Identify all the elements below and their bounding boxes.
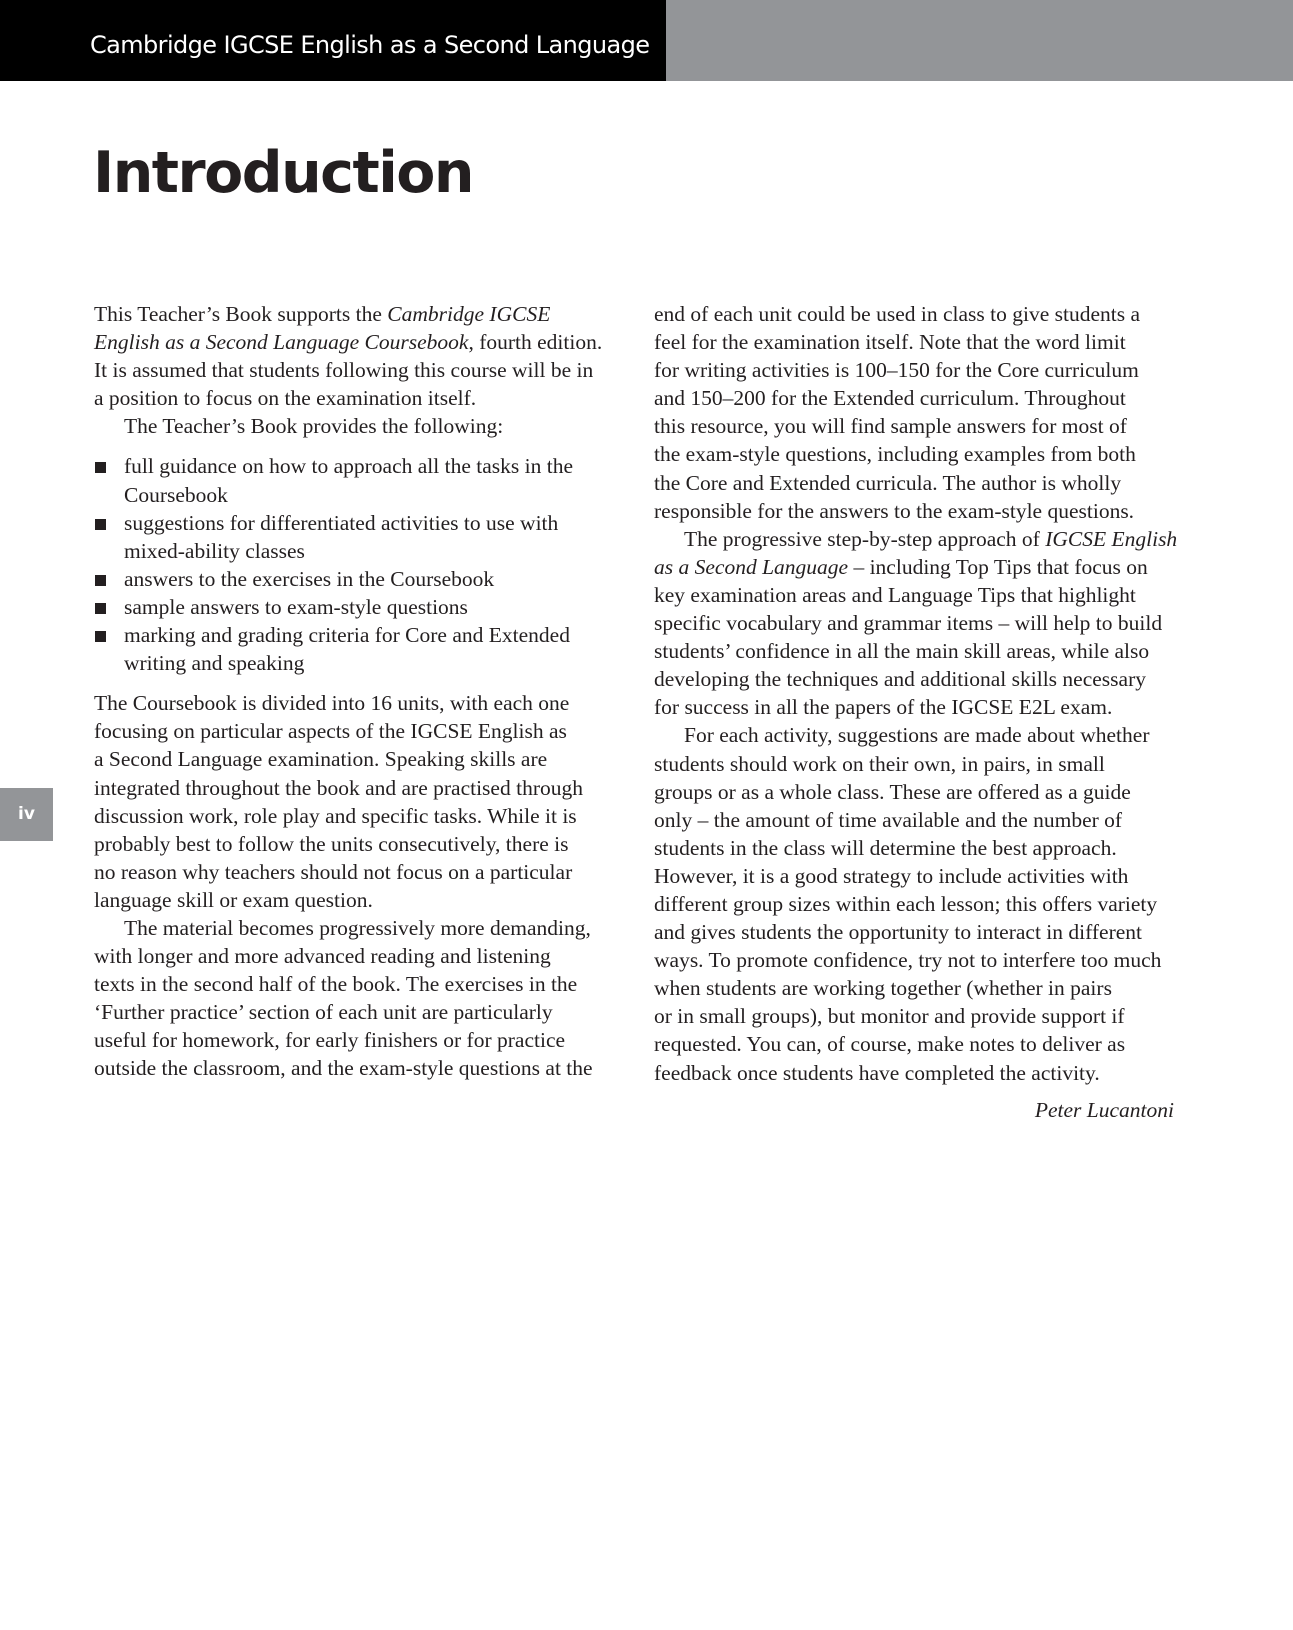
- header-bar-accent: [666, 0, 1293, 81]
- text-line: [654, 553, 1174, 581]
- text-line: language skill or exam question.: [94, 887, 373, 912]
- text-line: a position to focus on the examination itself.: [94, 386, 477, 411]
- text-line: with longer and more advanced reading and listening: [94, 944, 551, 969]
- text-run: – including Top Tips that focus on: [848, 554, 1148, 579]
- text-line: The material becomes progressively more demanding,: [124, 915, 591, 940]
- author-signature: Peter Lucantoni: [1034, 1098, 1174, 1122]
- text-line: no reason why teachers should not focus on a particular: [94, 859, 573, 884]
- text-line: and 150–200 for the Extended curriculum. Throughout: [654, 386, 1126, 411]
- text-run: This Teacher’s Book supports the: [94, 302, 388, 326]
- text-line: discussion work, role play and specific tasks. While it is: [94, 803, 577, 828]
- text-line: students’ confidence in all the main skill areas, while also: [654, 639, 1150, 664]
- bullet-item: [94, 593, 614, 621]
- text-run: The progressive step-by-step approach of: [684, 526, 1046, 551]
- page-title: Introduction: [93, 140, 473, 206]
- square-bullet-icon: [95, 462, 106, 473]
- square-bullet-icon: [95, 575, 106, 586]
- square-bullet-icon: [95, 519, 106, 530]
- text-line: full guidance on how to approach all the tasks in the: [124, 454, 573, 479]
- book-title-italic: as a Second Language: [654, 554, 849, 579]
- text-line: Coursebook: [124, 482, 228, 507]
- page-number-tab: iv: [0, 788, 53, 841]
- text-line: for success in all the papers of the IGCSE E2L exam.: [654, 695, 1113, 720]
- text-line: [94, 328, 614, 356]
- text-line: students in the class will determine the best approach.: [654, 835, 1117, 860]
- text-line: ways. To promote confidence, try not to interfere too much: [654, 948, 1162, 973]
- text-line: However, it is a good strategy to include activities with: [654, 863, 1129, 888]
- left-column: [94, 300, 614, 1083]
- text-line: sample answers to exam-style questions: [124, 594, 468, 619]
- paragraph-activities: [654, 721, 1174, 1086]
- text-line: ‘Further practice’ section of each unit are particularly: [94, 1000, 553, 1025]
- text-line: different group sizes within each lesson; this offers variety: [654, 891, 1158, 916]
- text-line: probably best to follow the units consecutively, there is: [94, 831, 569, 856]
- text-line: The Coursebook is divided into 16 units, with each one: [94, 691, 570, 716]
- text-line: key examination areas and Language Tips that highlight: [654, 582, 1136, 607]
- right-column: [654, 300, 1178, 1087]
- text-line: a Second Language examination. Speaking skills are: [94, 747, 548, 772]
- text-line: end of each unit could be used in class to give students a: [654, 302, 1141, 326]
- text-line: It is assumed that students following this course will be in: [94, 358, 594, 383]
- text-line: useful for homework, for early finishers or for practice: [94, 1028, 566, 1053]
- text-line: focusing on particular aspects of the IGCSE English as: [94, 719, 567, 744]
- text-line: mixed-ability classes: [124, 538, 305, 563]
- text-line: feedback once students have completed the activity.: [654, 1060, 1100, 1085]
- text-line: The Teacher’s Book provides the following:: [124, 414, 504, 439]
- text-line: when students are working together (whether in pairs: [654, 976, 1112, 1001]
- bullet-item: [94, 565, 614, 593]
- text-line: specific vocabulary and grammar items – will help to build: [654, 611, 1163, 636]
- text-line: feel for the examination itself. Note that the word limit: [654, 330, 1126, 355]
- text-line: marking and grading criteria for Core and Extended: [124, 623, 570, 648]
- text-line: for writing activities is 100–150 for the Core curriculum: [654, 358, 1139, 383]
- text-line: requested. You can, of course, make notes to deliver as: [654, 1032, 1126, 1057]
- bullet-list: [94, 452, 614, 677]
- running-header-title: Cambridge IGCSE English as a Second Language: [90, 31, 650, 59]
- text-line: this resource, you will find sample answers for most of: [654, 414, 1127, 439]
- text-line: [654, 525, 1178, 553]
- text-line: groups or as a whole class. These are offered as a guide: [654, 779, 1131, 804]
- bullet-item: [94, 621, 614, 677]
- text-line: developing the techniques and additional skills necessary: [654, 667, 1146, 692]
- square-bullet-icon: [95, 631, 106, 642]
- square-bullet-icon: [95, 603, 106, 614]
- book-title-italic: English as a Second Language Coursebook: [94, 330, 469, 355]
- text-line: and gives students the opportunity to interact in different: [654, 920, 1143, 945]
- text-line: writing and speaking: [124, 651, 305, 676]
- text-line: the Core and Extended curricula. The author is wholly: [654, 470, 1122, 495]
- text-line: outside the classroom, and the exam-style questions at the: [94, 1056, 593, 1081]
- bullet-item: [94, 509, 614, 565]
- text-line: the exam-style questions, including examples from both: [654, 442, 1136, 467]
- paragraph-exam-style: [654, 300, 1174, 525]
- text-line: For each activity, suggestions are made about whether: [684, 723, 1150, 748]
- text-line: only – the amount of time available and the number of: [654, 807, 1123, 832]
- text-line: integrated throughout the book and are practised through: [94, 775, 583, 800]
- text-line: responsible for the answers to the exam-style questions.: [654, 498, 1135, 523]
- text-line: students should work on their own, in pairs, in small: [654, 751, 1105, 776]
- text-line: answers to the exercises in the Coursebook: [124, 566, 495, 591]
- text-line: or in small groups), but monitor and provide support if: [654, 1004, 1125, 1029]
- text-run: , fourth edition.: [468, 330, 603, 355]
- text-line: suggestions for differentiated activities to use with: [124, 510, 559, 535]
- bullet-item: [94, 452, 614, 508]
- text-line: [94, 300, 614, 328]
- book-title-italic: IGCSE English: [1045, 526, 1178, 551]
- text-line: texts in the second half of the book. The exercises in the: [94, 972, 578, 997]
- paragraph-coursebook-structure: [94, 689, 614, 914]
- book-title-italic: Cambridge IGCSE: [387, 302, 551, 326]
- paragraph-material: [94, 914, 614, 1083]
- paragraph-approach: [654, 525, 1178, 722]
